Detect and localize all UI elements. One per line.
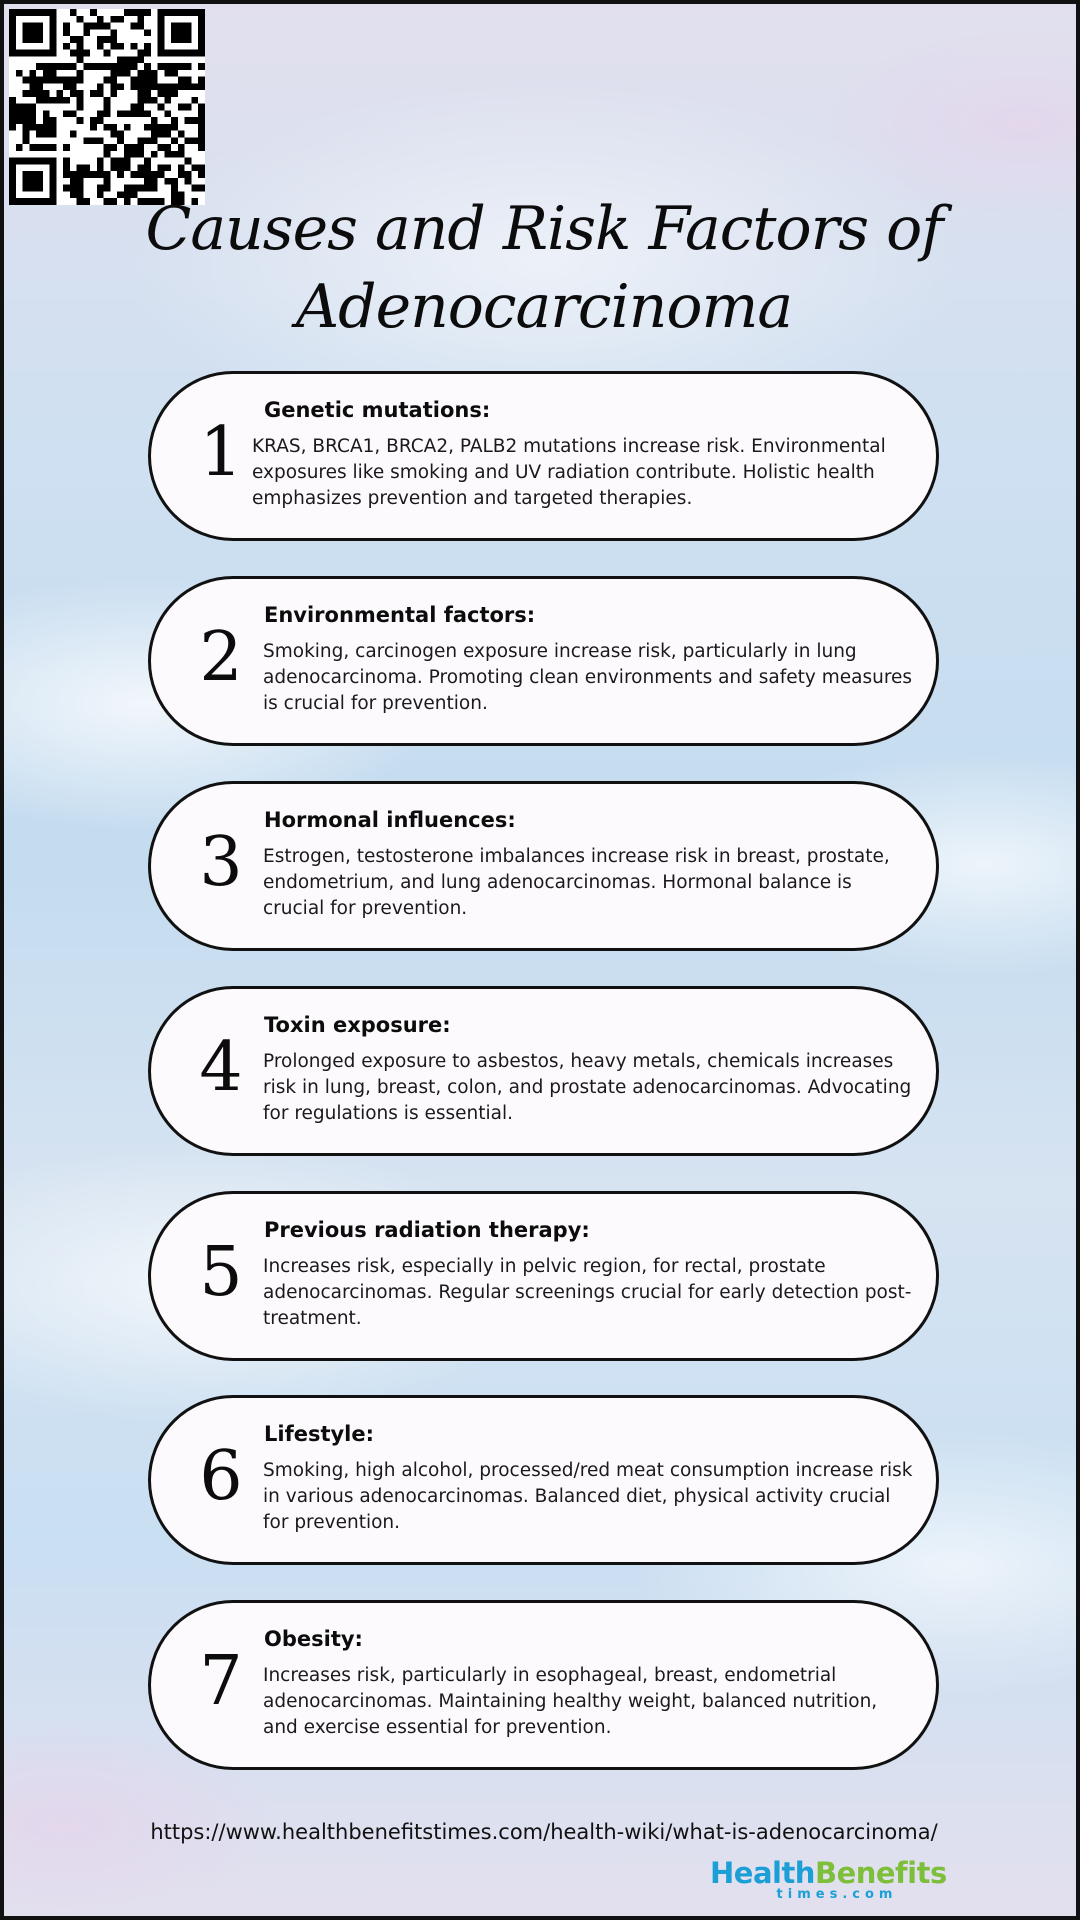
risk-factor-card-7 <box>148 1600 939 1770</box>
qr-code-icon[interactable] <box>9 9 205 205</box>
page-title <box>144 190 944 346</box>
risk-factor-card-4 <box>148 986 939 1156</box>
brand-subtitle: times.com <box>776 1887 898 1902</box>
item-heading: Obesity: <box>264 1627 363 1651</box>
title-line-2: Adenocarcinoma <box>295 272 793 342</box>
item-body: KRAS, BRCA1, BRCA2, PALB2 mutations increase risk. Environmental exposures like smoking and UV radiation contribute. Holistic health emphasizes prevention and targeted therapies. <box>252 436 886 509</box>
risk-factor-card-1 <box>148 371 939 541</box>
item-body: Estrogen, testosterone imbalances increase risk in breast, prostate, endometrium, and lung adenocarcinomas. Hormonal balance is crucial for prevention. <box>263 846 890 919</box>
item-heading: Previous radiation therapy: <box>264 1218 590 1242</box>
risk-factor-card-5 <box>148 1191 939 1361</box>
title-line-1: Causes and Risk Factors of <box>145 194 943 264</box>
item-number: 5 <box>199 1233 243 1312</box>
risk-factor-card-3 <box>148 781 939 951</box>
item-heading: Genetic mutations: <box>264 398 491 422</box>
item-number: 7 <box>199 1642 243 1721</box>
item-number: 4 <box>199 1028 243 1107</box>
item-number: 6 <box>199 1437 243 1516</box>
brand-logo[interactable] <box>710 1856 947 1902</box>
item-number: 3 <box>199 823 243 902</box>
item-number: 2 <box>199 618 243 697</box>
source-url[interactable]: https://www.healthbenefitstimes.com/health-wiki/what-is-adenocarcinoma/ <box>150 1820 938 1844</box>
item-number: 1 <box>199 413 243 492</box>
item-heading: Toxin exposure: <box>264 1013 451 1037</box>
item-body: Increases risk, particularly in esophageal, breast, endometrial adenocarcinomas. Maintaining healthy weight, balanced nutrition, and exercise essential for prevention. <box>263 1665 878 1738</box>
risk-factor-card-2 <box>148 576 939 746</box>
brand-wordmark: HealthBenefits <box>710 1856 947 1890</box>
item-heading: Hormonal influences: <box>264 808 516 832</box>
risk-factor-card-6 <box>148 1395 939 1565</box>
item-body: Smoking, high alcohol, processed/red meat consumption increase risk in various adenocarcinomas. Balanced diet, physical activity crucial for prevention. <box>263 1460 913 1533</box>
item-body: Prolonged exposure to asbestos, heavy metals, chemicals increases risk in lung, breast, colon, and prostate adenocarcinomas. Advocating for regulations is essential. <box>263 1051 912 1124</box>
item-body: Increases risk, especially in pelvic region, for rectal, prostate adenocarcinomas. Regular screenings crucial for early detection post-treatment. <box>263 1256 912 1329</box>
item-heading: Environmental factors: <box>264 603 536 627</box>
item-body: Smoking, carcinogen exposure increase risk, particularly in lung adenocarcinoma. Promoting clean environments and safety measures is crucial for prevention. <box>263 641 913 714</box>
item-heading: Lifestyle: <box>264 1422 375 1446</box>
